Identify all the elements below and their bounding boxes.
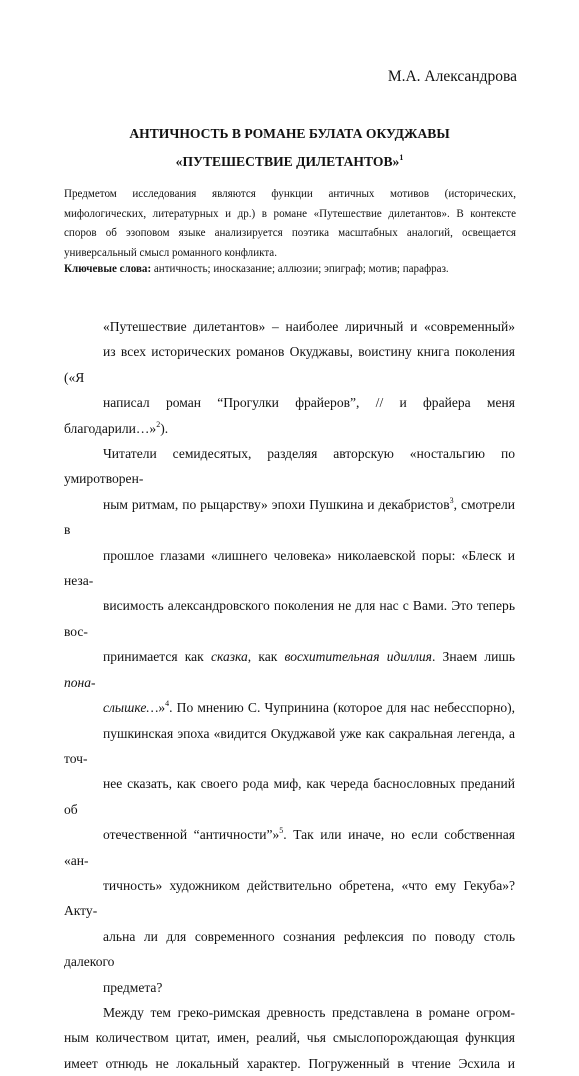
text-run: написал роман “Прогулки фрайеров”, // и фрайера меня благодарили…» <box>64 395 515 436</box>
text-line: прошлое глазами «лишнего человека» николаевской поры: «Блеск и неза- <box>64 547 515 589</box>
footnote-marker: 5 <box>279 826 284 836</box>
italic-run: восхитительная идиллия <box>284 649 432 665</box>
text-line: предмета? <box>103 979 163 995</box>
text-line <box>64 390 515 441</box>
text-line <box>64 695 515 720</box>
text-line: Читатели семидесятых, разделяя авторскую «ностальгию по умиротворен- <box>64 446 515 487</box>
text-line: тичность» художником действительно обретена, «что ему Гекуба»? Акту- <box>64 877 515 919</box>
text-run: , смотрели в <box>64 496 516 538</box>
text-line: ным количеством цитат, имен, реалий, чья смыслопорождающая функция <box>64 1030 515 1046</box>
footnote-marker: 2 <box>156 419 161 429</box>
text-line: Между тем греко-римская древность представлена в романе огром- <box>103 1004 515 1020</box>
text-line: пушкинская эпоха «видится Окуджавой уже как сакральная легенда, а точ- <box>64 725 515 766</box>
text-run: . Знаем лишь <box>431 649 515 665</box>
text-line: «Путешествие дилетантов» – наиболее лиричный и «современный» <box>103 319 515 334</box>
text-line <box>64 644 515 695</box>
title-line-2-text: «ПУТЕШЕСТВИЕ ДИЛЕТАНТОВ» <box>175 154 400 169</box>
article-title <box>0 120 579 176</box>
text-line <box>64 822 515 873</box>
text-run: . По мнению С. Чупринина (которое для нас небесспорно), <box>169 700 515 716</box>
text-run: отечественной “античности”» <box>103 827 280 843</box>
paragraph <box>64 314 515 1000</box>
text-run: . Так или иначе, но если собственная «ан- <box>64 827 515 868</box>
text-line: висимость александровского поколения не для нас с Вами. Это теперь вос- <box>64 598 515 639</box>
text-run: » <box>158 700 166 716</box>
italic-run: пона- <box>64 674 96 690</box>
text-run: , как <box>247 649 285 665</box>
text-line: нее сказать, как своего рода миф, как череда баснословных преданий об <box>64 776 515 817</box>
italic-run: слышке… <box>103 700 159 716</box>
text-run: ным ритмам, по рыцарству» эпохи Пушкина и декабристов <box>103 496 450 512</box>
keywords <box>64 263 516 275</box>
text-line: альна ли для современного сознания рефлексия по поводу столь далекого <box>64 928 515 970</box>
text-line <box>64 492 515 543</box>
title-footnote-marker: 1 <box>399 153 404 162</box>
title-line-1: АНТИЧНОСТЬ В РОМАНЕ БУЛАТА ОКУДЖАВЫ <box>129 126 450 141</box>
keywords-label: Ключевые слова: <box>64 263 152 275</box>
paragraph <box>64 1000 515 1076</box>
italic-run: сказка <box>210 649 248 665</box>
footnote-marker: 3 <box>449 495 454 505</box>
title-line-2 <box>0 148 579 176</box>
text-line: из всех исторических романов Окуджавы, воистину книга поколения («Я <box>64 344 515 385</box>
footnote-marker: 4 <box>165 699 170 709</box>
text-line: имеет отнюдь не локальный характер. Погруженный в чтение Эсхила и <box>64 1055 515 1071</box>
keywords-list: античность; иносказание; аллюзии; эпиграф; мотив; парафраз. <box>151 263 449 275</box>
author-name: М.А. Александрова <box>387 68 517 85</box>
text-run: принимается как <box>103 649 211 665</box>
abstract: Предметом исследования являются функции античных мотивов (исторических, мифологических, литературных и др.) в романе «Путешествие дилетантов». В контексте споров об эзоповом языке анализируется поэтика масштабных аналогий, освещается универсальный смысл романного конфликта. <box>64 188 516 259</box>
article-body <box>64 314 515 1076</box>
text-run: ). <box>160 420 169 436</box>
